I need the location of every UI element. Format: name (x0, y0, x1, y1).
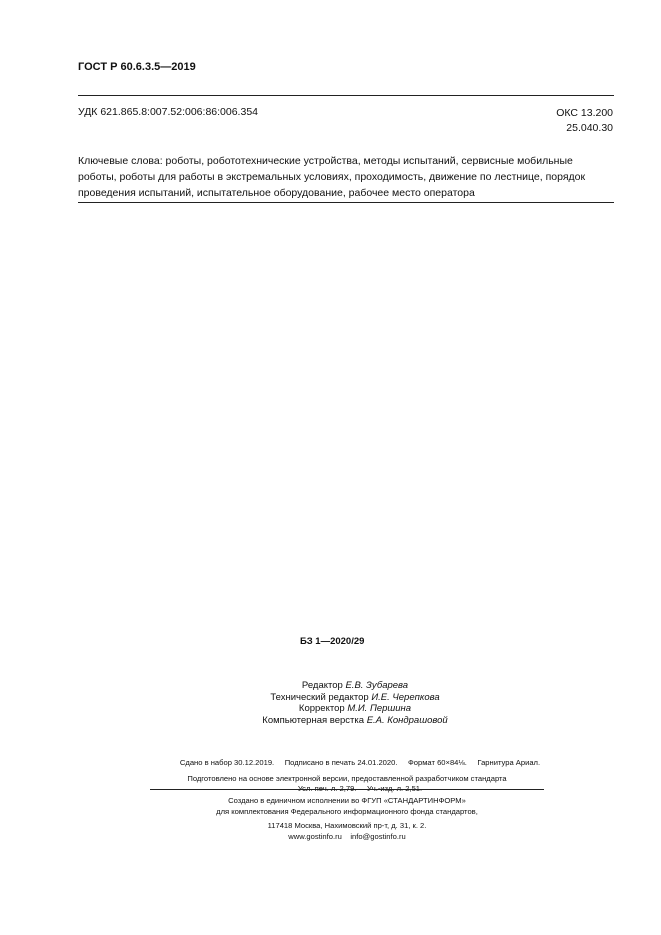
credit-line: Компьютерная верстка Е.А. Кондрашовой (262, 715, 448, 727)
keywords (78, 153, 585, 201)
udk-code: УДК 621.865.8:007.52:006:86:006.354 (78, 106, 258, 118)
publisher-address: 117418 Москва, Нахимовский пр-т, д. 31, к. 2. (267, 821, 427, 830)
credit-line: Корректор М.И. Першина (298, 703, 412, 715)
email-link[interactable]: info@gostinfo.ru (350, 832, 406, 841)
credits (200, 680, 510, 727)
publisher (150, 795, 544, 842)
oks-codes (556, 106, 613, 136)
oks-code: 25.040.30 (566, 122, 613, 134)
publisher-line: Создано в единичном исполнении во ФГУП «СТАНДАРТИНФОРМ» (228, 796, 466, 805)
credit-line: Технический редактор И.Е. Черепкова (270, 691, 440, 703)
bz-number: БЗ 1—2020/29 (300, 636, 365, 647)
website-link[interactable]: www.gostinfo.ru (288, 832, 342, 841)
divider (78, 202, 614, 203)
standard-number: ГОСТ Р 60.6.3.5—2019 (78, 61, 196, 73)
publisher-contacts (150, 831, 544, 842)
credit-line: Редактор Е.В. Зубарева (301, 680, 409, 691)
oks-code: ОКС 13.200 (556, 107, 613, 119)
publisher-line: для комплектования Федерального информационного фонда стандартов, (216, 807, 478, 816)
prepared-note: Подготовлено на основе электронной версии, предоставленной разработчиком стандарта (187, 774, 507, 783)
keywords-line: проведения испытаний, испытательное оборудование, рабочее место оператора (78, 187, 475, 199)
keywords-line: Ключевые слова: роботы, робототехнические устройства, методы испытаний, сервисные мобильные (78, 155, 573, 167)
divider (78, 95, 614, 96)
imprint-line: Сдано в набор 30.12.2019. Подписано в печать 24.01.2020. Формат 60×84⅛. Гарнитура Ариал. (179, 758, 541, 767)
divider (150, 789, 544, 790)
keywords-line: роботы, роботы для работы в экстремальных условиях, проходимость, движение по лестнице, порядок (78, 171, 586, 183)
